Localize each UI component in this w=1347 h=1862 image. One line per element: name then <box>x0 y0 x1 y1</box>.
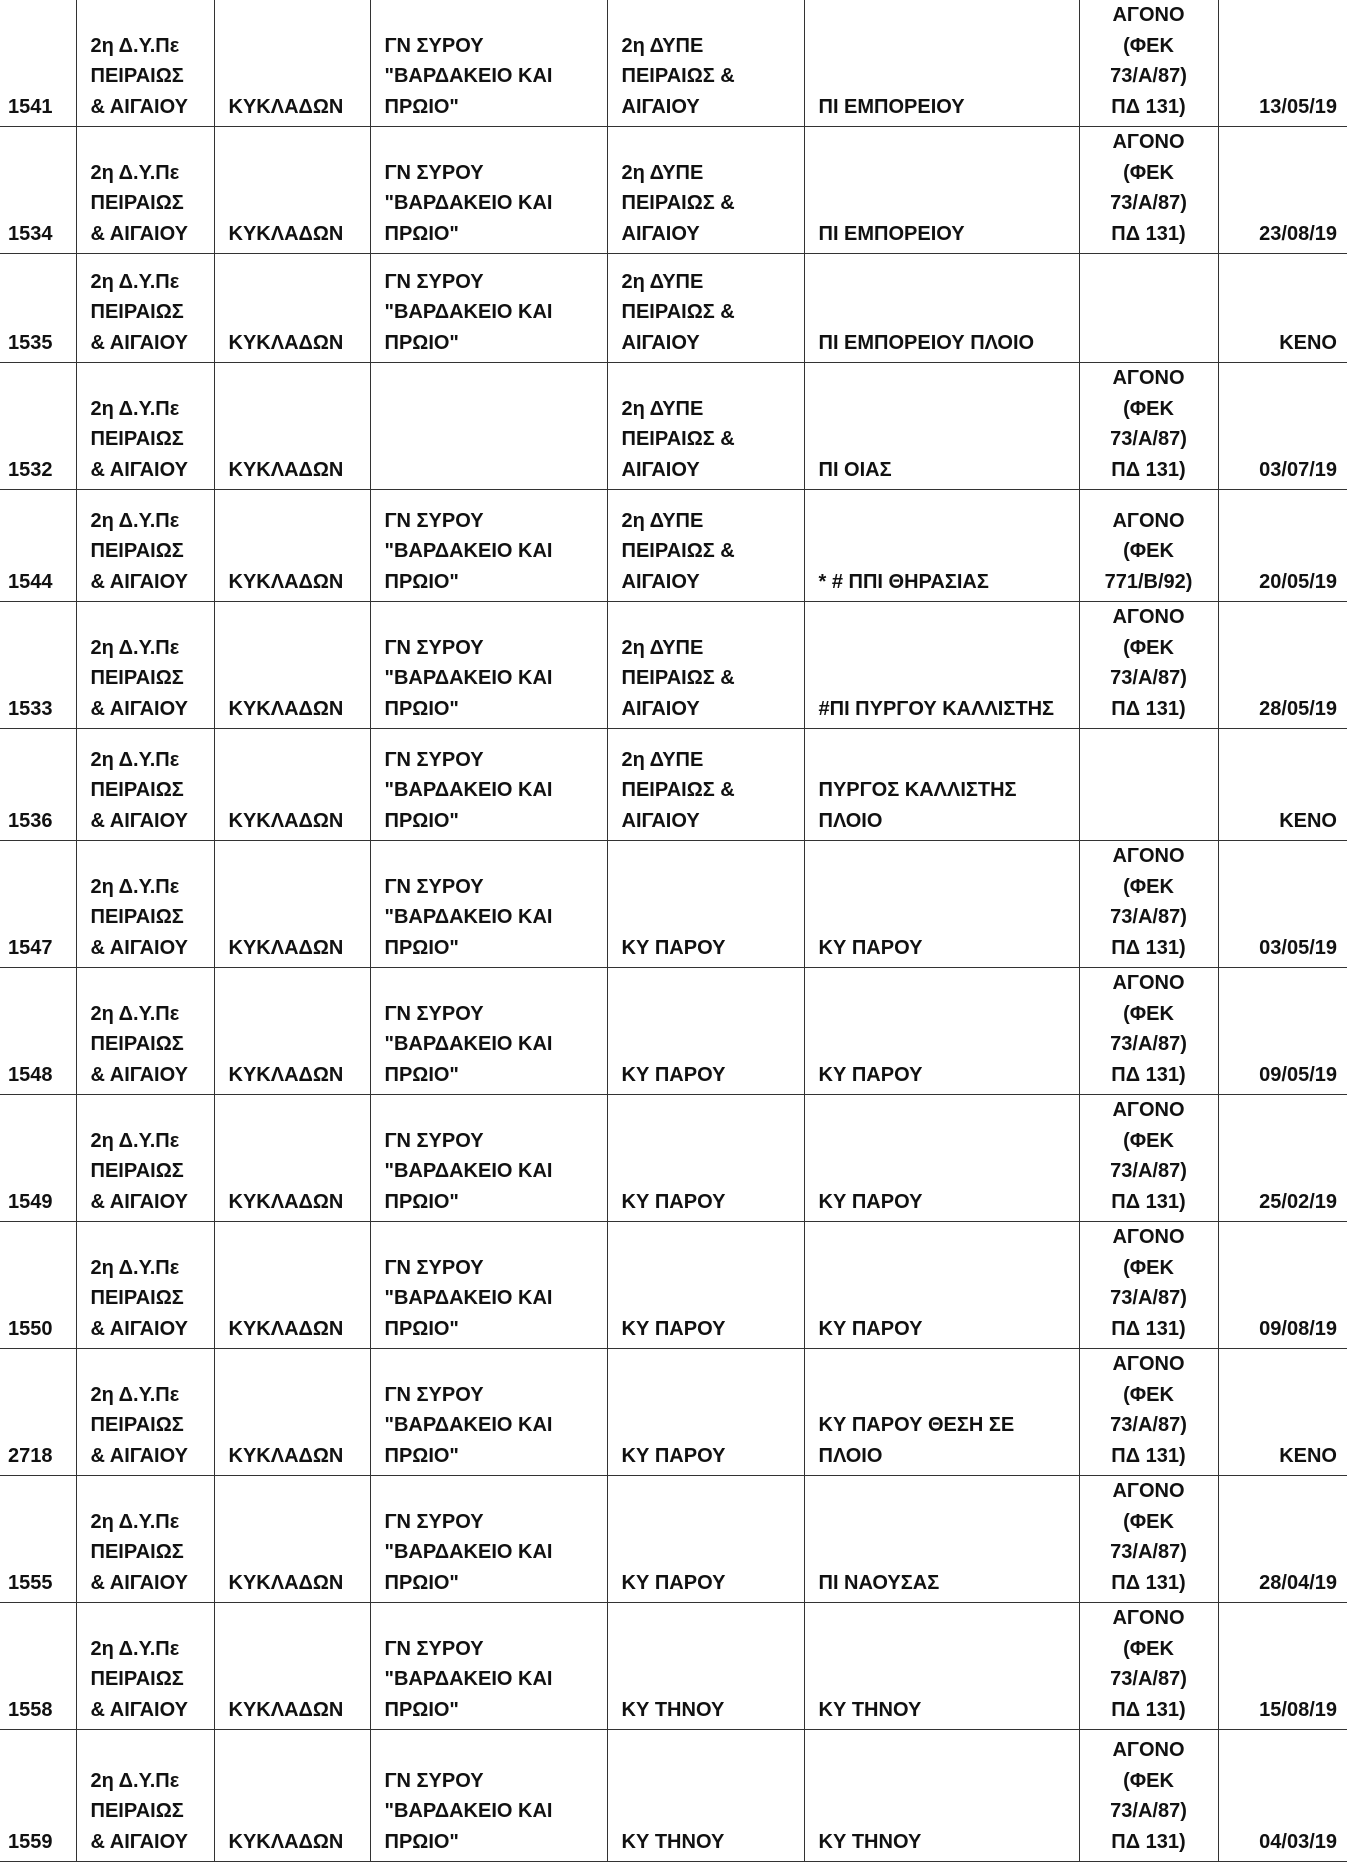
table-row <box>0 968 1347 1095</box>
prefecture-cell: ΚΥΚΛΑΔΩΝ <box>214 602 370 729</box>
unit-cell: ΠΙ ΝΑΟΥΣΑΣ <box>804 1476 1079 1603</box>
hospital-cell: ΓΝ ΣΥΡΟΥ "ΒΑΡΔΑΚΕΙΟ ΚΑΙ ΠΡΩΙΟ" <box>370 127 607 254</box>
authority-cell: ΚΥ ΤΗΝΟΥ <box>607 1730 804 1862</box>
table-row <box>0 729 1347 841</box>
table-row <box>0 0 1347 127</box>
remote-status-cell: ΑΓΟΝΟ (ΦΕΚ 73/Α/87) ΠΔ 131) <box>1079 1730 1218 1862</box>
hospital-cell: ΓΝ ΣΥΡΟΥ "ΒΑΡΔΑΚΕΙΟ ΚΑΙ ΠΡΩΙΟ" <box>370 254 607 363</box>
authority-cell: 2η ΔΥΠΕ ΠΕΙΡΑΙΩΣ & ΑΙΓΑΙΟΥ <box>607 490 804 602</box>
unit-cell: ΚΥ ΠΑΡΟΥ <box>804 841 1079 968</box>
code-cell: 1533 <box>0 602 76 729</box>
date-cell: ΚΕΝΟ <box>1218 729 1347 841</box>
remote-status-cell: ΑΓΟΝΟ (ΦΕΚ 73/Α/87) ΠΔ 131) <box>1079 0 1218 127</box>
code-cell: 1534 <box>0 127 76 254</box>
health-region-cell: 2η Δ.Υ.Πε ΠΕΙΡΑΙΩΣ & ΑΙΓΑΙΟΥ <box>76 1730 214 1862</box>
prefecture-cell: ΚΥΚΛΑΔΩΝ <box>214 1222 370 1349</box>
unit-cell: * # ΠΠΙ ΘΗΡΑΣΙΑΣ <box>804 490 1079 602</box>
hospital-cell <box>370 363 607 490</box>
health-region-cell: 2η Δ.Υ.Πε ΠΕΙΡΑΙΩΣ & ΑΙΓΑΙΟΥ <box>76 841 214 968</box>
remote-status-cell: ΑΓΟΝΟ (ΦΕΚ 73/Α/87) ΠΔ 131) <box>1079 602 1218 729</box>
prefecture-cell: ΚΥΚΛΑΔΩΝ <box>214 1476 370 1603</box>
health-region-cell: 2η Δ.Υ.Πε ΠΕΙΡΑΙΩΣ & ΑΙΓΑΙΟΥ <box>76 0 214 127</box>
prefecture-cell: ΚΥΚΛΑΔΩΝ <box>214 363 370 490</box>
authority-cell: ΚΥ ΠΑΡΟΥ <box>607 841 804 968</box>
remote-status-cell: ΑΓΟΝΟ (ΦΕΚ 73/Α/87) ΠΔ 131) <box>1079 1603 1218 1730</box>
remote-status-cell: ΑΓΟΝΟ (ΦΕΚ 73/Α/87) ΠΔ 131) <box>1079 968 1218 1095</box>
remote-status-cell: ΑΓΟΝΟ (ΦΕΚ 73/Α/87) ΠΔ 131) <box>1079 1095 1218 1222</box>
remote-status-cell: ΑΓΟΝΟ (ΦΕΚ 73/Α/87) ΠΔ 131) <box>1079 363 1218 490</box>
code-cell: 1544 <box>0 490 76 602</box>
date-cell: 28/04/19 <box>1218 1476 1347 1603</box>
authority-cell: ΚΥ ΠΑΡΟΥ <box>607 1095 804 1222</box>
table-row <box>0 490 1347 602</box>
code-cell: 1559 <box>0 1730 76 1862</box>
hospital-cell: ΓΝ ΣΥΡΟΥ "ΒΑΡΔΑΚΕΙΟ ΚΑΙ ΠΡΩΙΟ" <box>370 1349 607 1476</box>
remote-status-cell: ΑΓΟΝΟ (ΦΕΚ 73/Α/87) ΠΔ 131) <box>1079 841 1218 968</box>
health-region-cell: 2η Δ.Υ.Πε ΠΕΙΡΑΙΩΣ & ΑΙΓΑΙΟΥ <box>76 1095 214 1222</box>
code-cell: 1550 <box>0 1222 76 1349</box>
prefecture-cell: ΚΥΚΛΑΔΩΝ <box>214 1730 370 1862</box>
unit-cell: ΚΥ ΠΑΡΟΥ <box>804 968 1079 1095</box>
authority-cell: ΚΥ ΠΑΡΟΥ <box>607 1476 804 1603</box>
unit-cell: ΠΙ ΕΜΠΟΡΕΙΟΥ <box>804 0 1079 127</box>
date-cell: 28/05/19 <box>1218 602 1347 729</box>
authority-cell: ΚΥ ΠΑΡΟΥ <box>607 1222 804 1349</box>
date-cell: 03/05/19 <box>1218 841 1347 968</box>
code-cell: 1549 <box>0 1095 76 1222</box>
authority-cell: ΚΥ ΠΑΡΟΥ <box>607 968 804 1095</box>
code-cell: 1558 <box>0 1603 76 1730</box>
hospital-cell: ΓΝ ΣΥΡΟΥ "ΒΑΡΔΑΚΕΙΟ ΚΑΙ ΠΡΩΙΟ" <box>370 729 607 841</box>
code-cell: 1532 <box>0 363 76 490</box>
health-region-cell: 2η Δ.Υ.Πε ΠΕΙΡΑΙΩΣ & ΑΙΓΑΙΟΥ <box>76 490 214 602</box>
authority-cell: 2η ΔΥΠΕ ΠΕΙΡΑΙΩΣ & ΑΙΓΑΙΟΥ <box>607 254 804 363</box>
date-cell: 23/08/19 <box>1218 127 1347 254</box>
hospital-cell: ΓΝ ΣΥΡΟΥ "ΒΑΡΔΑΚΕΙΟ ΚΑΙ ΠΡΩΙΟ" <box>370 1603 607 1730</box>
date-cell: 09/05/19 <box>1218 968 1347 1095</box>
prefecture-cell: ΚΥΚΛΑΔΩΝ <box>214 841 370 968</box>
date-cell: 04/03/19 <box>1218 1730 1347 1862</box>
authority-cell: ΚΥ ΠΑΡΟΥ <box>607 1349 804 1476</box>
prefecture-cell: ΚΥΚΛΑΔΩΝ <box>214 1349 370 1476</box>
health-region-cell: 2η Δ.Υ.Πε ΠΕΙΡΑΙΩΣ & ΑΙΓΑΙΟΥ <box>76 1603 214 1730</box>
table-row <box>0 1476 1347 1603</box>
prefecture-cell: ΚΥΚΛΑΔΩΝ <box>214 254 370 363</box>
remote-status-cell <box>1079 729 1218 841</box>
unit-cell: ΠΙ ΕΜΠΟΡΕΙΟΥ ΠΛΟΙΟ <box>804 254 1079 363</box>
unit-cell: #ΠΙ ΠΥΡΓΟΥ ΚΑΛΛΙΣΤΗΣ <box>804 602 1079 729</box>
unit-cell: ΚΥ ΤΗΝΟΥ <box>804 1603 1079 1730</box>
code-cell: 2718 <box>0 1349 76 1476</box>
remote-status-cell <box>1079 254 1218 363</box>
code-cell: 1541 <box>0 0 76 127</box>
prefecture-cell: ΚΥΚΛΑΔΩΝ <box>214 729 370 841</box>
prefecture-cell: ΚΥΚΛΑΔΩΝ <box>214 1095 370 1222</box>
authority-cell: 2η ΔΥΠΕ ΠΕΙΡΑΙΩΣ & ΑΙΓΑΙΟΥ <box>607 0 804 127</box>
unit-cell: ΠΙ ΕΜΠΟΡΕΙΟΥ <box>804 127 1079 254</box>
table-row <box>0 602 1347 729</box>
code-cell: 1536 <box>0 729 76 841</box>
remote-status-cell: ΑΓΟΝΟ (ΦΕΚ 73/Α/87) ΠΔ 131) <box>1079 1349 1218 1476</box>
health-region-cell: 2η Δ.Υ.Πε ΠΕΙΡΑΙΩΣ & ΑΙΓΑΙΟΥ <box>76 254 214 363</box>
authority-cell: 2η ΔΥΠΕ ΠΕΙΡΑΙΩΣ & ΑΙΓΑΙΟΥ <box>607 363 804 490</box>
health-region-cell: 2η Δ.Υ.Πε ΠΕΙΡΑΙΩΣ & ΑΙΓΑΙΟΥ <box>76 1476 214 1603</box>
authority-cell: ΚΥ ΤΗΝΟΥ <box>607 1603 804 1730</box>
health-region-cell: 2η Δ.Υ.Πε ΠΕΙΡΑΙΩΣ & ΑΙΓΑΙΟΥ <box>76 127 214 254</box>
hospital-cell: ΓΝ ΣΥΡΟΥ "ΒΑΡΔΑΚΕΙΟ ΚΑΙ ΠΡΩΙΟ" <box>370 602 607 729</box>
date-cell: 15/08/19 <box>1218 1603 1347 1730</box>
hospital-cell: ΓΝ ΣΥΡΟΥ "ΒΑΡΔΑΚΕΙΟ ΚΑΙ ΠΡΩΙΟ" <box>370 1095 607 1222</box>
code-cell: 1555 <box>0 1476 76 1603</box>
unit-cell: ΠΥΡΓΟΣ ΚΑΛΛΙΣΤΗΣ ΠΛΟΙΟ <box>804 729 1079 841</box>
health-region-cell: 2η Δ.Υ.Πε ΠΕΙΡΑΙΩΣ & ΑΙΓΑΙΟΥ <box>76 1349 214 1476</box>
date-cell: 09/08/19 <box>1218 1222 1347 1349</box>
table-row <box>0 841 1347 968</box>
table-row <box>0 1603 1347 1730</box>
health-region-cell: 2η Δ.Υ.Πε ΠΕΙΡΑΙΩΣ & ΑΙΓΑΙΟΥ <box>76 968 214 1095</box>
hospital-cell: ΓΝ ΣΥΡΟΥ "ΒΑΡΔΑΚΕΙΟ ΚΑΙ ΠΡΩΙΟ" <box>370 1222 607 1349</box>
health-region-cell: 2η Δ.Υ.Πε ΠΕΙΡΑΙΩΣ & ΑΙΓΑΙΟΥ <box>76 602 214 729</box>
hospital-cell: ΓΝ ΣΥΡΟΥ "ΒΑΡΔΑΚΕΙΟ ΚΑΙ ΠΡΩΙΟ" <box>370 1730 607 1862</box>
health-region-cell: 2η Δ.Υ.Πε ΠΕΙΡΑΙΩΣ & ΑΙΓΑΙΟΥ <box>76 363 214 490</box>
table-row <box>0 254 1347 363</box>
hospital-cell: ΓΝ ΣΥΡΟΥ "ΒΑΡΔΑΚΕΙΟ ΚΑΙ ΠΡΩΙΟ" <box>370 968 607 1095</box>
unit-cell: ΚΥ ΠΑΡΟΥ <box>804 1222 1079 1349</box>
date-cell: ΚΕΝΟ <box>1218 254 1347 363</box>
prefecture-cell: ΚΥΚΛΑΔΩΝ <box>214 968 370 1095</box>
unit-cell: ΚΥ ΤΗΝΟΥ <box>804 1730 1079 1862</box>
unit-cell: ΚΥ ΠΑΡΟΥ ΘΕΣΗ ΣΕ ΠΛΟΙΟ <box>804 1349 1079 1476</box>
health-region-cell: 2η Δ.Υ.Πε ΠΕΙΡΑΙΩΣ & ΑΙΓΑΙΟΥ <box>76 729 214 841</box>
code-cell: 1547 <box>0 841 76 968</box>
date-cell: 13/05/19 <box>1218 0 1347 127</box>
date-cell: ΚΕΝΟ <box>1218 1349 1347 1476</box>
remote-status-cell: ΑΓΟΝΟ (ΦΕΚ 73/Α/87) ΠΔ 131) <box>1079 1222 1218 1349</box>
table-row <box>0 1349 1347 1476</box>
prefecture-cell: ΚΥΚΛΑΔΩΝ <box>214 0 370 127</box>
date-cell: 03/07/19 <box>1218 363 1347 490</box>
remote-status-cell: ΑΓΟΝΟ (ΦΕΚ 771/Β/92) <box>1079 490 1218 602</box>
authority-cell: 2η ΔΥΠΕ ΠΕΙΡΑΙΩΣ & ΑΙΓΑΙΟΥ <box>607 729 804 841</box>
health-region-cell: 2η Δ.Υ.Πε ΠΕΙΡΑΙΩΣ & ΑΙΓΑΙΟΥ <box>76 1222 214 1349</box>
hospital-cell: ΓΝ ΣΥΡΟΥ "ΒΑΡΔΑΚΕΙΟ ΚΑΙ ΠΡΩΙΟ" <box>370 0 607 127</box>
hospital-cell: ΓΝ ΣΥΡΟΥ "ΒΑΡΔΑΚΕΙΟ ΚΑΙ ΠΡΩΙΟ" <box>370 1476 607 1603</box>
code-cell: 1535 <box>0 254 76 363</box>
remote-status-cell: ΑΓΟΝΟ (ΦΕΚ 73/Α/87) ΠΔ 131) <box>1079 127 1218 254</box>
prefecture-cell: ΚΥΚΛΑΔΩΝ <box>214 1603 370 1730</box>
authority-cell: 2η ΔΥΠΕ ΠΕΙΡΑΙΩΣ & ΑΙΓΑΙΟΥ <box>607 602 804 729</box>
unit-cell: ΠΙ ΟΙΑΣ <box>804 363 1079 490</box>
date-cell: 20/05/19 <box>1218 490 1347 602</box>
hospital-cell: ΓΝ ΣΥΡΟΥ "ΒΑΡΔΑΚΕΙΟ ΚΑΙ ΠΡΩΙΟ" <box>370 841 607 968</box>
date-cell: 25/02/19 <box>1218 1095 1347 1222</box>
prefecture-cell: ΚΥΚΛΑΔΩΝ <box>214 127 370 254</box>
hospital-cell: ΓΝ ΣΥΡΟΥ "ΒΑΡΔΑΚΕΙΟ ΚΑΙ ΠΡΩΙΟ" <box>370 490 607 602</box>
prefecture-cell: ΚΥΚΛΑΔΩΝ <box>214 490 370 602</box>
table-row <box>0 1095 1347 1222</box>
table-row <box>0 1222 1347 1349</box>
table-row <box>0 127 1347 254</box>
table-row <box>0 363 1347 490</box>
remote-status-cell: ΑΓΟΝΟ (ΦΕΚ 73/Α/87) ΠΔ 131) <box>1079 1476 1218 1603</box>
code-cell: 1548 <box>0 968 76 1095</box>
authority-cell: 2η ΔΥΠΕ ΠΕΙΡΑΙΩΣ & ΑΙΓΑΙΟΥ <box>607 127 804 254</box>
unit-cell: ΚΥ ΠΑΡΟΥ <box>804 1095 1079 1222</box>
